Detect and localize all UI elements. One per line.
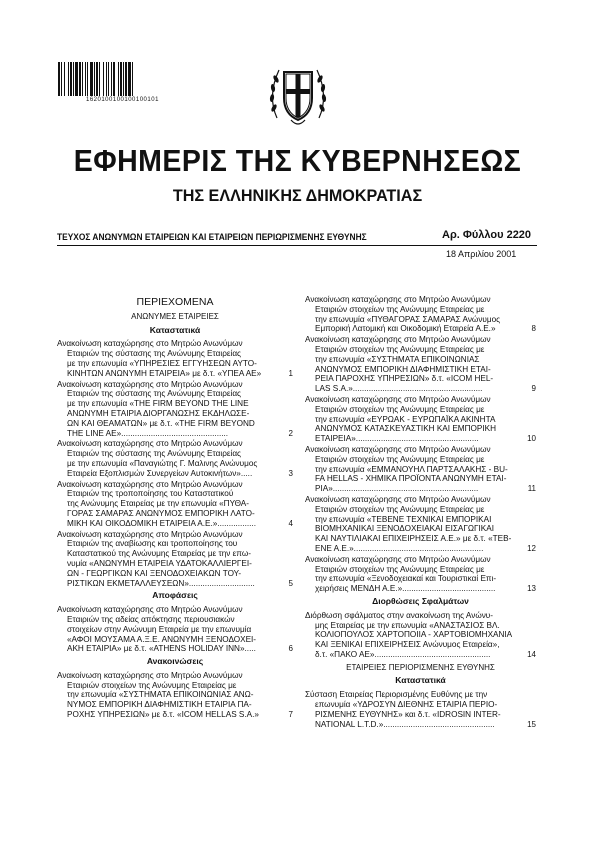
entry-line: ΚΑΙ ΝΑΥΤΙΛΙΑΚΑΙ ΕΠΙΧΕΙΡΗΣΕΙΣ Α.Ε.» με δ.τ. «ΤΕΒ- <box>315 534 512 544</box>
page-number: 6 <box>288 644 293 654</box>
entry-line: Εταιριών της τροποποίησης του Καταστατικού <box>67 489 234 499</box>
entry-line: Εταιριών της σύστασης της Ανώνυμης Εταιρείας <box>67 349 241 359</box>
entry-line: ΑΝΩΝΥΜΟΣ ΚΑΤΑΣΚΕΥΑΣΤΙΚΗ ΚΑΙ ΕΜΠΟΡΙΚΗ <box>315 424 496 434</box>
entry-line: την επωνυμία «ΤΕΒΕΝΕ ΤΕΧΝΙΚΑΙ ΕΜΠΟΡΙΚΑΙ <box>315 514 492 524</box>
entry-line: ΕΝΕ Α.Ε.»......................................................... <box>315 543 484 553</box>
entry-line: ΝΥΜΟΣ ΕΜΠΟΡΙΚΗ ΔΙΑΦΗΜΙΣΤΙΚΗ ΕΤΑΙΡΙΑ ΠΑ- <box>67 700 252 710</box>
entry-line: Ανακοίνωση καταχώρησης στο Μητρώο Ανωνύμων <box>305 444 491 454</box>
entry-line: Ανακοίνωση καταχώρησης στο Μητρώο Ανωνύμων <box>57 439 243 449</box>
toc-entry <box>57 439 293 478</box>
entry-line: Εταιριών της αδείας απόκτησης περιουσιακών <box>67 614 235 624</box>
page-number: 4 <box>288 518 293 528</box>
toc-entry <box>57 671 293 720</box>
entry-line: δ.τ. «ΠΑΚΟ ΑΕ»................................................... <box>315 649 491 659</box>
entry-line: Ανακοίνωση καταχώρησης στο Μητρώο Ανωνύμων <box>57 670 243 680</box>
entry-line: Εταιριών της αναβίωσης και τροποποίησης του <box>67 539 238 549</box>
entry-line: Εταιριών στοιχείων της Ανώνυμης Εταιρείας με <box>315 344 485 354</box>
entry-line: ΡΟΧΗΣ ΥΠΗΡΕΣΙΩΝ» με δ.τ. «ICOM HELLAS S.A.» <box>67 710 259 720</box>
entry-line: Ανακοίνωση καταχώρησης στο Μητρώο Ανωνύμων <box>57 605 243 615</box>
entry-line: ΑΝΩΝΥΜΗ ΕΤΑΙΡΙΑ ΔΙΟΡΓΑΝΩΣΗΣ ΕΚΔΗΛΩΣΕ- <box>67 408 250 418</box>
page-number: 11 <box>527 484 536 494</box>
entry-line: την επωνυμία «ΕΥΡΩΑΚ - ΕΥΡΩΠΑΪΚΑ ΑΚΙΝΗΤΑ <box>315 414 496 424</box>
entry-line: ΩΝ - ΓΕΩΡΓΙΚΩΝ ΚΑΙ ΞΕΝΟΔΟΧΕΙΑΚΩΝ ΤΟΥ- <box>67 568 242 578</box>
entry-line: Διόρθωση σφάλματος στην ανακοίνωση της Ανώνυ- <box>305 610 494 620</box>
section-sa: ΑΝΩΝΥΜΕΣ ΕΤΑΙΡΕΙΕΣ <box>131 311 219 321</box>
entry-line: ΜΙΚΗ ΚΑΙ ΟΙΚΟΔΟΜΙΚΗ ΕΤΑΙΡΕΙΑ Α.Ε.»................. <box>67 518 256 528</box>
subheading-announcements: Ανακοινώσεις <box>146 656 204 667</box>
entry-line: Εταιριών στοιχείων της Ανώνυμης Εταιρείας με <box>315 504 485 514</box>
entry-line: ΚΙΝΗΤΩΝ ΑΝΩΝΥΜΗ ΕΤΑΙΡΕΙΑ» με δ.τ. «ΥΠΕΑ ΑΕ» <box>67 368 262 378</box>
entry-line: χειρήσεις ΜΕΝΔΗ Α.Ε.»......................................... <box>315 584 496 594</box>
entry-line: νυμία «ΑΝΩΝΥΜΗ ΕΤΑΙΡΕΙΑ ΥΔΑΤΟΚΑΛΛΙΕΡΓΕΙ- <box>67 558 252 568</box>
entry-line: την επωνυμία «ΣΥΣΤΗΜΑΤΑ ΕΠΙΚΟΙΝΩΝΙΑΣ <box>315 354 480 364</box>
entry-line: Εταιριών στοιχείων της Ανώνυμης Εταιρείας με <box>315 564 485 574</box>
entry-line: ΓΟΡΑΣ ΣΑΜΑΡΑΣ ΑΝΩΝΥΜΟΣ ΕΜΠΟΡΙΚΗ ΛΑΤΟ- <box>67 508 255 518</box>
page-number: 14 <box>527 649 536 659</box>
entry-line: Εταιριών της σύστασης της Ανώνυμης Εταιρείας <box>67 389 241 399</box>
entry-line: Εταιριών στοιχείων της Ανώνυμης Εταιρείας με <box>67 680 237 690</box>
entry-line: NATIONAL L.T.D.»................................................. <box>315 719 495 729</box>
subheading-statutes: Καταστατικά <box>149 324 201 335</box>
toc-entry <box>305 335 536 394</box>
entry-line: μης Εταιρείας με την επωνυμία «ΑΝΑΣΤΑΣΙΟΣ ΒΛ. <box>315 620 500 630</box>
entry-line: Καταστατικού της Ανώνυμης Εταιρείας με την επω- <box>67 549 251 559</box>
issue-date: 18 Απριλίου 2001 <box>446 249 517 259</box>
entry-line: ΑΚΗ ΕΤΑΙΡΙΑ» με δ.τ. «ATHENS HOLIDAY INN»..... <box>67 644 256 654</box>
subheading-corrections: Διορθώσεις Σφαλμάτων <box>372 595 469 606</box>
entry-line: με την επωνυμία «THE FIRM BEYOND THE LINE <box>67 399 249 409</box>
issue-type: ΤΕΥΧΟΣ ΑΝΩΝΥΜΩΝ ΕΤΑΙΡΕΙΩΝ ΚΑΙ ΕΤΑΙΡΕΙΩΝ ΠΕΡΙΩΡΙΣΜΕΝΗΣ ΕΥΘΥΝΗΣ <box>57 232 367 242</box>
entry-line: FA HELLAS - ΧΗΜΙΚΑ ΠΡΟΪΟΝΤΑ ΑΝΩΝΥΜΗ ΕΤΑΙ- <box>315 474 507 484</box>
sheet-number: Αρ. Φύλλου 2220 <box>442 229 532 241</box>
coat-of-arms-icon <box>265 58 331 132</box>
entry-line: Ανακοίνωση καταχώρησης στο Μητρώο Ανωνύμων <box>57 529 243 539</box>
entry-line: Ανακοίνωση καταχώρησης στο Μητρώο Ανωνύμων <box>305 335 491 345</box>
toc-entry <box>305 611 536 660</box>
entry-line: με την επωνυμία «ΥΠΗΡΕΣΙΕΣ ΕΓΓΥΗΣΕΩΝ ΑΥΤΟ- <box>67 358 257 368</box>
page-number: 7 <box>288 710 293 720</box>
entry-line: Ανακοίνωση καταχώρησης στο Μητρώο Ανωνύμων <box>57 339 243 349</box>
entry-line: της Ανώνυμης Εταιρείας με την επωνυμία «ΠΥΘΑ- <box>67 499 249 509</box>
entry-line: THE LINE AE»............................................... <box>67 428 229 438</box>
entry-line: Ανακοίνωση καταχώρησης στο Μητρώο Ανωνύμων <box>305 494 491 504</box>
entry-line: Εμπορική Λατομική και Οικοδομική Εταιρεία Α.Ε.» <box>315 324 496 334</box>
toc-entry <box>57 380 293 439</box>
entry-line: Εταιριών στοιχείων της Ανώνυμης Εταιρείας με <box>315 404 485 414</box>
entry-line: ΒΙΟΜΗΧΑΝΙΚΑΙ ΞΕΝΟΔΟΧΕΙΑΚΑΙ ΕΙΣΑΓΩΓΙΚΑΙ <box>315 524 494 534</box>
toc-right-column <box>305 295 536 730</box>
entry-line: στοιχείων στην Ανώνυμη Εταιρεία με την επωνυμία <box>67 624 252 634</box>
entry-line: Ανακοίνωση καταχώρησης στο Μητρώο Ανωνύμων <box>305 554 491 564</box>
page-number: 13 <box>527 584 536 594</box>
page-number: 5 <box>288 578 293 588</box>
toc-left-column <box>57 295 293 721</box>
toc-entry <box>305 495 536 554</box>
entry-line: ΕΤΑΙΡΕΙΑ»...................................................... <box>315 434 479 444</box>
entry-line: ΑΝΩΝΥΜΟΣ ΕΜΠΟΡΙΚΗ ΔΙΑΦΗΜΙΣΤΙΚΗ ΕΤΑΙ- <box>315 364 491 374</box>
barcode-number: 1620100100100100101 <box>86 97 159 103</box>
entry-line: επωνυμία «ΥΔΡΟΣΥΝ ΔΙΕΘΝΗΣ ΕΤΑΙΡΙΑ ΠΕΡΙΟ- <box>315 700 498 710</box>
toc-entry <box>305 445 536 494</box>
entry-line: ΡΙΣΜΕΝΗΣ ΕΥΘΥΝΗΣ» και δ.τ. «IDROSIN INTER- <box>315 709 501 719</box>
subheading-ltd-statutes: Καταστατικά <box>395 675 446 686</box>
toc-heading: ΠΕΡΙΕΧΟΜΕΝΑ <box>136 296 214 308</box>
page-number: 1 <box>288 368 293 378</box>
entry-line: με την επωνυμία «Παναγιώτης Γ. Μαλινης Ανώνυμος <box>67 458 258 468</box>
page-number: 2 <box>288 428 293 438</box>
entry-line: ΩΝ ΚΑΙ ΘΕΑΜΑΤΩΝ» με δ.τ. «THE FIRM BEYOND <box>67 418 255 428</box>
toc-entry <box>305 690 536 729</box>
header-rule <box>57 245 537 246</box>
entry-line: Ανακοίνωση καταχώρησης στο Μητρώο Ανωνύμων <box>57 479 243 489</box>
page-number: 15 <box>527 719 536 729</box>
toc-entry <box>305 555 536 594</box>
toc-entry <box>57 530 293 589</box>
entry-line: Εταιριών στοιχείων της Ανώνυμης Εταιρείας με <box>315 454 485 464</box>
entry-line: ΚΑΙ ΞΕΝΙΚΑΙ ΕΠΙΧΕΙΡΗΣΕΙΣ Ανώνυμος Εταιρεία», <box>315 640 500 650</box>
page-number: 12 <box>527 543 536 553</box>
page-number: 3 <box>288 468 293 478</box>
toc-entry <box>57 339 293 378</box>
section-ltd: ΕΤΑΙΡΕΙΕΣ ΠΕΡΙΟΡΙΣΜΕΝΗΣ ΕΥΘΥΝΗΣ <box>346 662 495 672</box>
toc-entry <box>305 395 536 444</box>
toc-entry <box>305 295 536 334</box>
entry-line: Εταιρεία Εξοπλισμών Συνεργείων Αυτοκινήτων»..... <box>67 468 253 478</box>
entry-line: LAS S.A.»......................................................... <box>315 384 483 394</box>
toc-entry <box>57 480 293 529</box>
entry-line: ΡΕΙΑ ΠΑΡΟΧΗΣ ΥΠΗΡΕΣΙΩΝ» δ.τ. «ICOM HEL- <box>315 374 494 384</box>
subheading-decisions: Αποφάσεις <box>152 590 198 601</box>
entry-line: ΡΙΣΤΙΚΩΝ ΕΚΜΕΤΑΛΛΕΥΣΕΩΝ»............................. <box>67 578 255 588</box>
entry-line: την επωνυμία «Ξενοδοχειακαί και Τουριστικαί Επι- <box>315 574 497 584</box>
gazette-subtitle: ΤΗΣ ΕΛΛΗΝΙΚΗΣ ΔΗΜΟΚΡΑΤΙΑΣ <box>172 186 423 205</box>
entry-line: την επωνυμία «ΣΥΣΤΗΜΑΤΑ ΕΠΙΚΟΙΝΩΝΙΑΣ ΑΝΩ- <box>67 690 254 700</box>
gazette-title: ΕΦΗΜΕΡΙΣ ΤΗΣ ΚΥΒΕΡΝΗΣΕΩΣ <box>73 143 522 178</box>
entry-line: Ανακοίνωση καταχώρησης στο Μητρώο Ανωνύμων <box>305 295 491 304</box>
page-number: 9 <box>531 384 536 394</box>
entry-line: «ΑΦΟΙ ΜΟΥΣΑΜΑ Α.Ξ.Ε. ΑΝΩΝΥΜΗ ΞΕΝΟΔΟΧΕΙ- <box>67 634 257 644</box>
entry-line: την επωνυμία «ΕΜΜΑΝΟΥΗΛ ΠΑΡΤΣΑΛΑΚΗΣ - BU- <box>315 464 508 474</box>
barcode <box>58 62 170 96</box>
page-number: 8 <box>531 324 536 334</box>
entry-line: Ανακοίνωση καταχώρησης στο Μητρώο Ανωνύμων <box>305 394 491 404</box>
entry-line: την επωνυμία «ΠΥΘΑΓΟΡΑΣ ΣΑΜΑΡΑΣ Ανώνυμος <box>315 314 501 324</box>
entry-line: Ανακοίνωση καταχώρησης στο Μητρώο Ανωνύμων <box>57 379 243 389</box>
entry-line: Εταιριών της σύστασης της Ανώνυμης Εταιρείας <box>67 449 241 459</box>
entry-line: ΡΙΑ»................................................................ <box>315 484 479 494</box>
entry-line: Εταιριών στοιχείων της Ανώνυμης Εταιρείας με <box>315 304 485 314</box>
entry-line: ΚΟΛΙΟΠΟΥΛΟΣ ΧΑΡΤΟΠΟΙΙΑ - ΧΑΡΤΟΒΙΟΜΗΧΑΝΙΑ <box>315 630 513 640</box>
barcode-bar <box>132 62 133 96</box>
page-number: 10 <box>527 434 536 444</box>
entry-line: Σύσταση Εταιρείας Περιορισμένης Ευθύνης με την <box>305 690 488 700</box>
toc-entry <box>57 605 293 654</box>
